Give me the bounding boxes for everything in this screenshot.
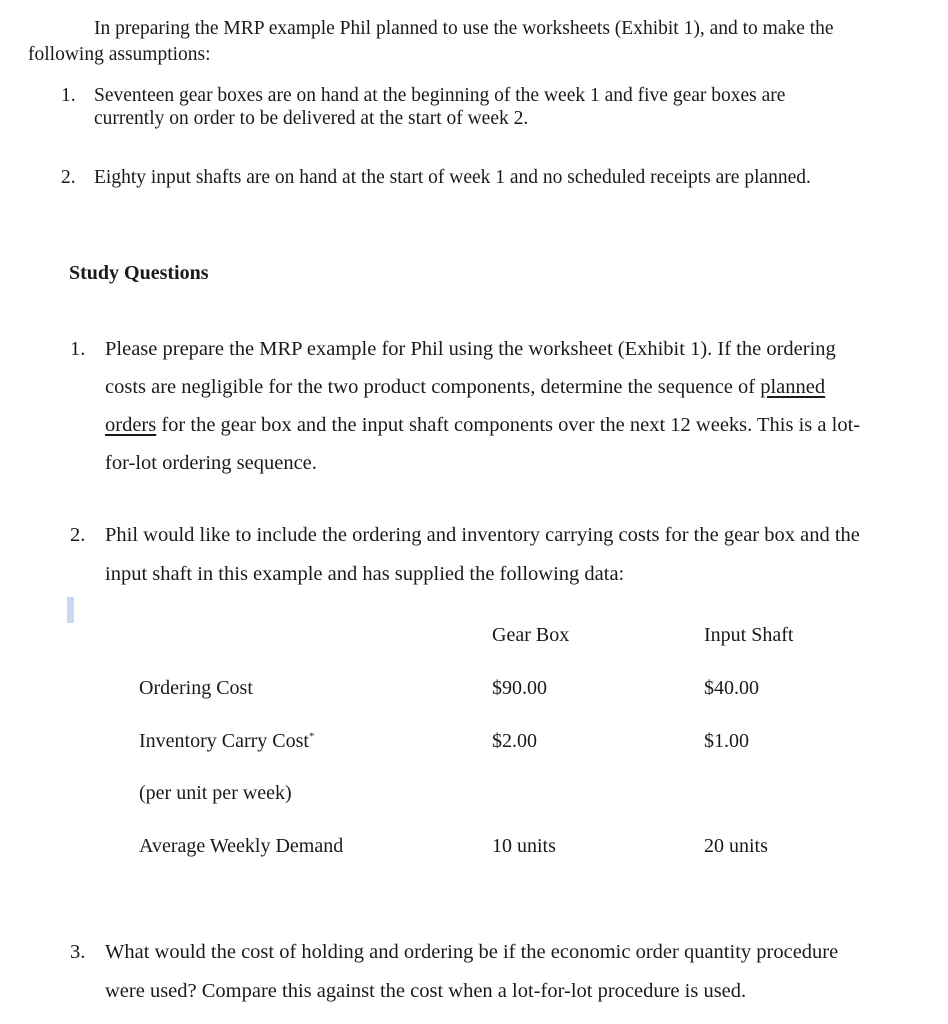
question-1-line-2-text: costs are negligible for the two product components, determine the sequence of (105, 376, 761, 398)
question-1-line-3-text: for the gear box and the input shaft components over the next 12 weeks. This is a lot- (156, 414, 861, 436)
row-label-average-weekly-demand: Average Weekly Demand (139, 835, 344, 857)
question-number: 1. (70, 338, 86, 360)
study-questions-heading: Study Questions (69, 262, 209, 284)
cell-gear-ordering-cost: $90.00 (492, 677, 547, 699)
cell-shaft-carry-cost: $1.00 (704, 730, 749, 752)
row-label-per-unit-per-week: (per unit per week) (139, 782, 292, 804)
cell-shaft-weekly-demand: 20 units (704, 835, 768, 857)
question-2-line-1: Phil would like to include the ordering and inventory carrying costs for the gear box and the (105, 524, 860, 546)
row-label-inventory-carry-cost (139, 730, 314, 753)
question-1-line-4: for-lot ordering sequence. (105, 452, 317, 474)
row-label-text: Inventory Carry Cost (139, 730, 309, 752)
cell-gear-carry-cost: $2.00 (492, 730, 537, 752)
assumption-number: 2. (61, 167, 76, 188)
assumption-1-line-2: currently on order to be delivered at the start of week 2. (94, 108, 529, 129)
question-2-line-2: input shaft in this example and has supplied the following data: (105, 563, 625, 585)
text-cursor (67, 597, 74, 623)
question-1-line-2 (105, 368, 825, 407)
assumption-1-line-1: Seventeen gear boxes are on hand at the beginning of the week 1 and five gear boxes are (94, 85, 786, 106)
question-1-line-1: Please prepare the MRP example for Phil using the worksheet (Exhibit 1). If the ordering (105, 338, 836, 360)
intro-line-2: following assumptions: (28, 44, 211, 65)
question-number: 2. (70, 524, 86, 546)
assumption-2-line-1: Eighty input shafts are on hand at the start of week 1 and no scheduled receipts are planned. (94, 167, 811, 188)
underlined-orders: orders (105, 414, 157, 436)
question-3-line-1: What would the cost of holding and ordering be if the economic order quantity procedure (105, 941, 839, 963)
footnote-mark: * (308, 730, 315, 743)
column-header-gear-box: Gear Box (492, 624, 570, 646)
cell-gear-weekly-demand: 10 units (492, 835, 556, 857)
question-3-line-2: were used? Compare this against the cost when a lot-for-lot procedure is used. (105, 980, 747, 1002)
row-label-ordering-cost: Ordering Cost (139, 677, 253, 699)
cell-shaft-ordering-cost: $40.00 (704, 677, 759, 699)
underlined-planned: planned (760, 376, 826, 398)
intro-line-1: In preparing the MRP example Phil planned to use the worksheets (Exhibit 1), and to make the (94, 18, 834, 39)
column-header-input-shaft: Input Shaft (704, 624, 794, 646)
question-1-line-3 (105, 406, 860, 445)
assumption-number: 1. (61, 85, 76, 106)
question-number: 3. (70, 941, 86, 963)
